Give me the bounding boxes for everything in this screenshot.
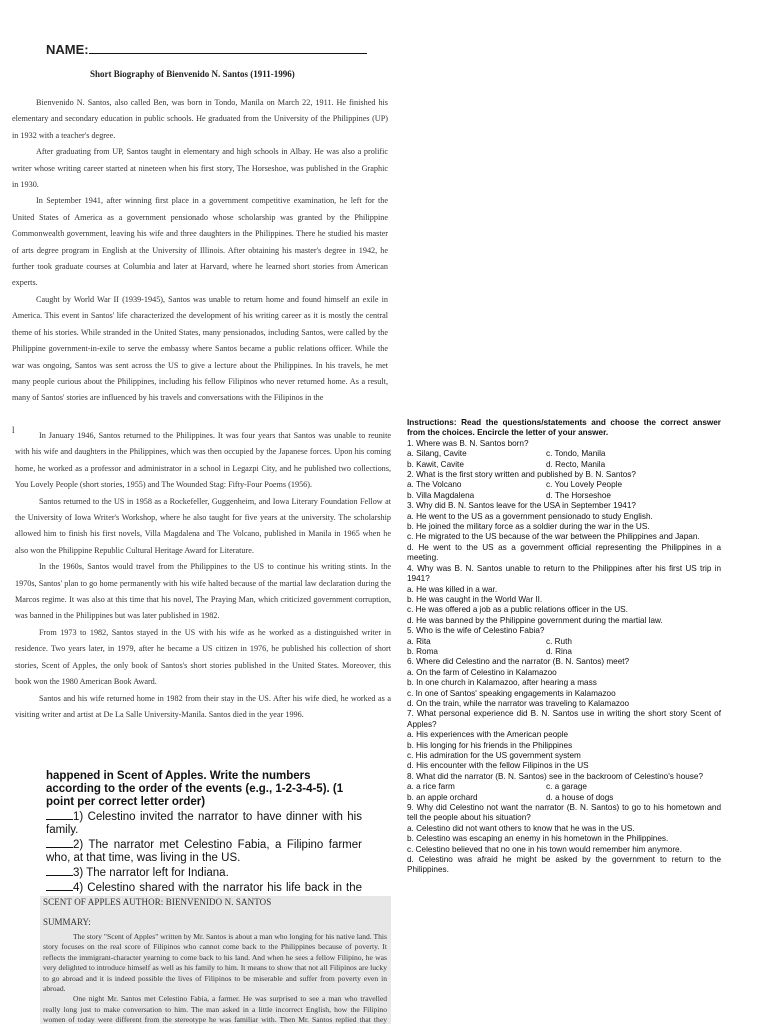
choice[interactable]: c. Ruth	[546, 636, 572, 646]
choice[interactable]: d. Rina	[546, 646, 572, 656]
choice[interactable]: c. Tondo, Manila	[546, 449, 606, 459]
choice[interactable]: d. His encounter with the fellow Filipinos in the US	[407, 761, 589, 771]
summary-paragraph: The story "Scent of Apples" written by Mr. Santos is about a man who longing for his native land. This story focuses on the real score of Filipinos who cannot come back to the Philippines because of poverty. It reflects the immigrant-character yearning to come back to his land. And when he sees a fellow Filipino, he was very delighted to introduce himself as well as his family to him. It means to show that not all Filipinos are lucky to go abroad and it is indeed possible the lives of Filipinos to be miserable and suffer from poverty even in abroad.	[43, 932, 387, 994]
question-2: 2. What is the first story written and published by B. N. Santos?	[407, 470, 636, 480]
summary-title: SCENT OF APPLES AUTHOR: BIENVENIDO N. SANTOS	[43, 897, 272, 907]
biography-title: Short Biography of Bienvenido N. Santos (1911-1996)	[90, 69, 295, 79]
choice[interactable]: a. a rice farm	[407, 782, 455, 792]
choice[interactable]: a. The Volcano	[407, 480, 462, 490]
bio-paragraph: Santos returned to the US in 1958 as a Rockefeller, Guggenheim, and Iowa Literary Foundation Fellow at the University of Iowa Writer's Workshop, where he also taught for five years at the university. The scholarship allowed him to finish his first novels, Villa Magdalena and The Volcano, published in Manila in 1965 when he also won the Philippine Republic Cultural Heritage Award for Literature.	[15, 496, 391, 555]
choice[interactable]: d. On the train, while the narrator was traveling to Kalamazoo	[407, 698, 630, 708]
choice[interactable]: b. Celestino was escaping an enemy in his hometown in the Philippines.	[407, 834, 669, 844]
summary-body	[40, 927, 391, 1024]
bio-paragraph: Caught by World War II (1939-1945), Santos was unable to return home and found himself an exile in America. This event in Santos' life characterized the development of his writing career as it is mostly the central theme of his stories. While stranded in the United States, many pensionados, including Santos, were called by the Philippine government-in-exile to serve the embassy where Santos became a public relations officer. While the war was ongoing, Santos was sent across the US to give a lecture about the Philippines. In his travels, he met many people curious about the Philippines, including his fellow Filipinos who never returned home. As a result, many of Santos' stories are influenced by his travels and conversations with the Filipinos in the	[12, 294, 388, 403]
choice[interactable]: c. Celestino believed that no one in his town would remember him anymore.	[407, 844, 682, 854]
choice[interactable]: d. He went to the US as a government official representing the Philippines in a meeting.	[407, 542, 721, 563]
stray-mark: l	[12, 425, 15, 435]
question-9: 9. Why did Celestino not want the narrator (B. N. Santos) to go to his hometown and tell the people about his situation?	[407, 803, 721, 823]
choice[interactable]: a. Rita	[407, 636, 431, 646]
choice[interactable]: c. His admiration for the US government system	[407, 751, 581, 760]
summary-scan-image	[40, 896, 391, 1024]
answer-blank[interactable]	[46, 837, 73, 848]
biography-part-2	[15, 428, 391, 723]
sequencing-instructions: happened in Scent of Apples. Write the numbers according to the order of the events (e.g., 1-2-3-4-5). (1 point per correct letter order)	[46, 770, 344, 808]
choice[interactable]: c. He migrated to the US because of the war between the Philippines and Japan.	[407, 532, 700, 542]
choice[interactable]: b. In one church in Kalamazoo, after hearing a mass	[407, 678, 597, 688]
sequence-item: 3) The narrator left for Indiana.	[46, 865, 362, 880]
question-3: 3. Why did B. N. Santos leave for the USA in September 1941?	[407, 501, 636, 511]
choice[interactable]: d. Recto, Manila	[546, 459, 606, 469]
bio-paragraph: In September 1941, after winning first place in a government competitive examination, he left for the United States of America as a government pensionado whose scholarship was granted by the Philippine Commonwealth government, leaving his wife and three daughters in the Philippines. There he studied his master of arts degree program in English at the University of Illinois. After obtaining his master's degree in 1942, he further took graduate courses at Columbia and later at Harvard, where he learned short stories from American experts.	[12, 196, 388, 288]
sequence-item: 1) Celestino invited the narrator to have dinner with his family.	[46, 811, 362, 836]
choice[interactable]: b. Kawit, Cavite	[407, 459, 464, 469]
choice[interactable]: c. You Lovely People	[546, 480, 623, 490]
choice[interactable]: d. a house of dogs	[546, 792, 614, 802]
bio-paragraph: Bienvenido N. Santos, also called Ben, was born in Tondo, Manila on March 22, 1911. He finished his elementary and secondary education in public schools. He graduated from the University of the Philippines (UP) in 1932 with a teacher's degree.	[12, 98, 388, 140]
choice[interactable]: a. Silang, Cavite	[407, 449, 467, 459]
quiz-section	[407, 418, 721, 876]
choice[interactable]: c. In one of Santos' speaking engagements in Kalamazoo	[407, 688, 616, 698]
choice[interactable]: c. He was offered a job as a public relations officer in the US.	[407, 605, 628, 615]
choice[interactable]: d. Celestino was afraid he might be asked by the government to return to the Philippines.	[407, 855, 721, 875]
choice[interactable]: a. His experiences with the American people	[407, 730, 569, 740]
choice[interactable]: b. He was caught in the World War II.	[407, 594, 543, 604]
choice[interactable]: a. On the farm of Celestino in Kalamazoo	[407, 667, 557, 677]
choice[interactable]: a. Celestino did not want others to know that he was in the US.	[407, 823, 635, 833]
bio-paragraph: From 1973 to 1982, Santos stayed in the US with his wife as he worked as a distinguished writer in residence. Two years later, in 1979, after he became a US citizen in 1976, he published his collection of short stories, Scent of Apples, the only book of Santos's short stories published in the United States. Moreover, this book won the 1980 American Book Award.	[15, 627, 391, 687]
choice[interactable]: c. a garage	[546, 782, 587, 792]
question-5: 5. Who is the wife of Celestino Fabia?	[407, 626, 545, 636]
choice[interactable]: b. He joined the military force as a soldier during the war in the US.	[407, 522, 650, 532]
summary-label: SUMMARY:	[43, 917, 91, 927]
bio-paragraph: After graduating from UP, Santos taught in elementary and high schools in Albay. He was also a prolific writer whose writing career started at nineteen when his first story, The Horseshoe, was published in the Graphic in 1930.	[12, 147, 388, 190]
question-4: 4. Why was B. N. Santos unable to return to the Philippines after his first US trip in 1941?	[407, 563, 721, 584]
sequence-item: 4) Celestino shared with the narrator his life back in the	[46, 880, 362, 894]
answer-blank[interactable]	[46, 809, 73, 820]
answer-blank[interactable]	[46, 880, 73, 891]
name-blank-line[interactable]	[89, 42, 367, 54]
question-8: 8. What did the narrator (B. N. Santos) see in the backroom of Celestino's house?	[407, 771, 704, 781]
name-field[interactable]	[46, 42, 367, 57]
answer-blank[interactable]	[46, 865, 73, 876]
name-label: NAME:	[46, 42, 89, 57]
quiz-instructions: Instructions: Read the questions/statements and choose the correct answer from the choices. Encircle the letter of your answer.	[407, 418, 721, 438]
bio-paragraph: In January 1946, Santos returned to the Philippines. It was four years that Santos was unable to reunite with his wife and daughters in the Philippines, which was then occupied by the Japanese forces. Upon his coming home, he worked as a professor and administrator in a school in Legazpi City, and he published two collections, You Lovely People (short stories, 1955) and The Wounded Stag: Fifty-Four Poems (1956).	[15, 431, 391, 490]
choice[interactable]: a. He was killed in a war.	[407, 584, 498, 594]
choice[interactable]: b. His longing for his friends in the Philippines	[407, 740, 573, 750]
question-7: 7. What personal experience did B. N. Santos use in writing the short story Scent of Apples?	[407, 709, 721, 729]
bio-paragraph: Santos and his wife returned home in 1982 from their stay in the US. After his wife died, he worked as a visiting writer and artist at De La Salle University-Manila. Santos died in the year 1996.	[15, 693, 391, 719]
bio-paragraph: In the 1960s, Santos would travel from the Philippines to the US to continue his writing stints. In the 1970s, Santos' plan to go home permanently with his wife halted because of the martial law declaration during the Marcos regime. It was also at this time that his novel, The Praying Man, which criticized government corruption, was banned in the Philippines but was later published in 1982.	[15, 562, 391, 621]
biography-part-1	[12, 95, 388, 407]
choice[interactable]: a. He went to the US as a government pensionado to study English.	[407, 511, 653, 521]
choice[interactable]: b. Roma	[407, 646, 438, 656]
question-6: 6. Where did Celestino and the narrator (B. N. Santos) meet?	[407, 657, 630, 667]
choice[interactable]: d. The Horseshoe	[546, 490, 611, 500]
choice[interactable]: d. He was banned by the Philippine government during the martial law.	[407, 615, 663, 625]
summary-paragraph: One night Mr. Santos met Celestino Fabia, a farmer. He was surprised to see a man who travelled really long just to make conversation to him. The man asked in a little incorrect English, how the Filipino women of today were different from the stereotype he was familiar with. Then Mr. Santos replied that they	[43, 994, 387, 1024]
sequencing-exercise	[46, 770, 362, 894]
question-1: 1. Where was B. N. Santos born?	[407, 438, 529, 448]
choice[interactable]: b. an apple orchard	[407, 792, 478, 802]
sequence-item: 2) The narrator met Celestino Fabia, a Filipino farmer who, at that time, was living in the US.	[46, 839, 362, 864]
choice[interactable]: b. Villa Magdalena	[407, 490, 475, 500]
